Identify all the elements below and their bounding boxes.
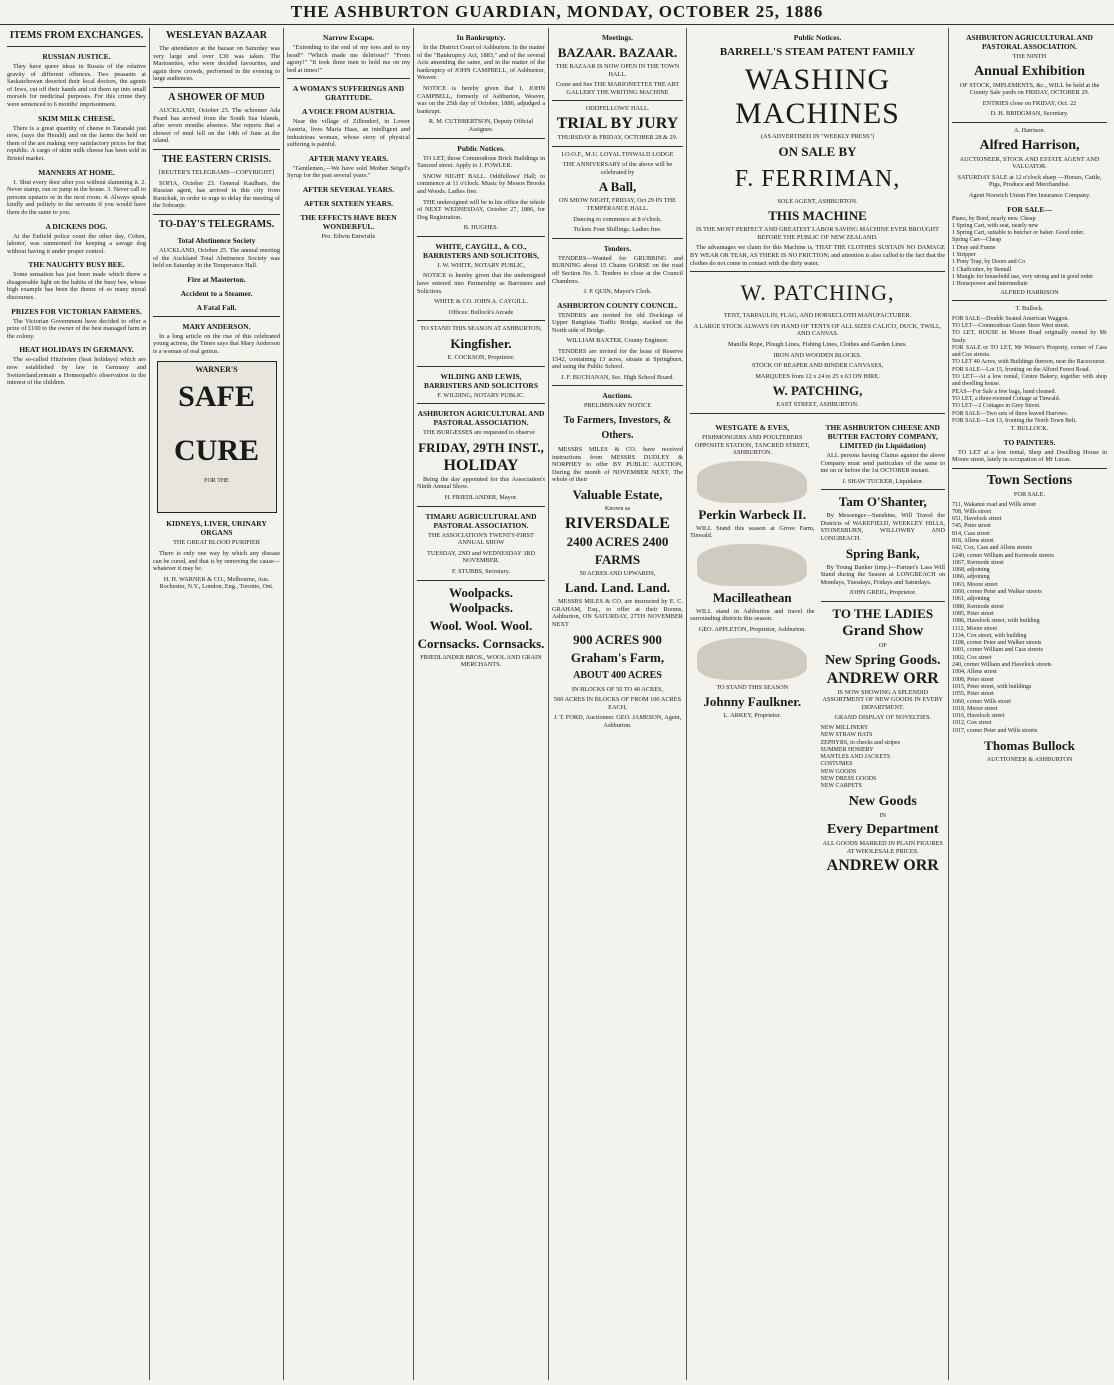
list-item: 1018, Moore street (952, 705, 998, 712)
bullock-subheading: T. Bullock. (1015, 305, 1044, 313)
council-name: ASHBURTON COUNTY COUNCIL. (557, 300, 678, 310)
article-text: In a long article on the rise of this celebrated young actress, the Times says that Mary Anderson is a woman of real genius. (153, 332, 280, 355)
list-item: 708, Wills street (952, 508, 992, 515)
divider (690, 271, 945, 272)
list-item: COSTUMES (820, 761, 853, 768)
list-item: SUMMER HOSIERY (820, 746, 874, 753)
entries-text: ENTRIES close on FRIDAY, Oct. 22 (982, 99, 1077, 107)
article-title: A DICKENS DOG. (45, 221, 108, 231)
list-item: NEW MILLINERY (820, 725, 869, 731)
macil-signature: GEO. APPLETON, Proprietor, Ashburton. (698, 626, 806, 634)
list-item: NEW DRESS GOODS (820, 776, 877, 783)
for-sale-heading: FOR SALE— (1007, 204, 1052, 214)
advert-for: FOR THE (204, 478, 229, 485)
divider (417, 320, 545, 321)
acres-heading-2: 900 ACRES 900 (573, 631, 662, 647)
divider (417, 236, 545, 237)
insurance-agent: Agent Norwich Union Fire Insurance Company. (968, 191, 1091, 199)
divider (952, 122, 1107, 123)
divider (952, 300, 1107, 301)
firm-notary: F. WILDING, NOTARY PUBLIC. (437, 391, 525, 399)
harrison-heading: Alfred Harrison, (979, 137, 1080, 153)
divider (952, 468, 1107, 469)
for-sale-label: FOR SALE. (1013, 490, 1046, 498)
ball-text-2: Dancing to commence at 8 o'clock. (573, 215, 662, 223)
notice-text: NOTICE is hereby given that the undersigned have entered into Partnership as Barristers and Solicitors. (417, 272, 545, 295)
article-title: RUSSIAN JUSTICE. (42, 52, 111, 61)
list-item: 1 Horsepower and Intermediate (952, 281, 1028, 288)
stud-heading: TO STAND THIS SEASON AT ASHBURTON, (420, 325, 542, 333)
article-text: 1. Shut every door after you without slamming it. 2. Never stamp, run or jump in the house. 3. Never call to persons upstairs or in the next room. 4. Always speak kindly and politely to the servants if you would have them do the same to you. (7, 178, 146, 216)
article-title: HEAT HOLIDAYS IN GERMANY. (19, 345, 134, 355)
list-item: 1086, Havelock street, with building (952, 618, 1040, 625)
divider (417, 138, 545, 139)
patching-heading-2: W. PATCHING, (772, 383, 863, 399)
article-text: They have queer ideas in Russia of the relative gravity of different offences. Two peasants at Saskatchewan deserted their local doctors, the agents of Jews, cut off their hands and cut them up into small morsels for medicinal purposes. For this crime they were sentenced to 6 months' imprisonment. (7, 63, 146, 108)
riversdale-heading: RIVERSDALE (565, 514, 670, 532)
exhibition-text: OF STOCK, IMPLEMENTS, &c., WILL be held at the County Sale yards on FRIDAY, OCTOBER 29. (959, 81, 1100, 97)
holiday-heading: HOLIDAY (443, 456, 519, 474)
notice-signature: D. H. BRIDGMAN, Secretary. (990, 110, 1069, 118)
divider (552, 100, 683, 101)
list-item: 1060, corner Peter and Walker streets (952, 589, 1042, 596)
trial-heading: TRIAL BY JURY (556, 114, 679, 132)
list-item: 1015, Peter street, with buildings (952, 683, 1032, 690)
blocks-text: IN BLOCKS OF 50 TO 40 ACRES, (571, 685, 664, 693)
on-sale-by: ON SALE BY (778, 143, 857, 159)
article-title: SKIM MILK CHEESE. (38, 113, 115, 123)
advertised-note: (AS ADVERTISED IN "WEEKLY PRESS") (760, 133, 875, 140)
holiday-date: FRIDAY, 29TH INST., (418, 439, 544, 455)
of-word: OF (878, 642, 887, 650)
washing-machines-heading: WASHING MACHINES (735, 63, 900, 130)
estate-heading: Valuable Estate, (572, 487, 663, 502)
list-item: 1063, Moore street (952, 581, 998, 588)
johnny-signature: L. ARKEY, Proprietor. (723, 712, 781, 720)
notice-text: TENDERS are invited for the lease of Reserve 1542, containing 13 acres, situate at Springburn, and using the Public School. (552, 348, 683, 371)
show-title: THE ASSOCIATION'S TWENTY-FIRST ANNUAL SHOW (428, 531, 534, 547)
article-title: TO-DAY'S TELEGRAMS. (158, 218, 275, 230)
cornsacks-heading: Cornsacks. Cornsacks. (417, 635, 545, 651)
list-item: FOR SALE—Double Seated American Waggon. (952, 315, 1069, 322)
list-item: FOR SALE—Two sets of three leaved Harrows. (952, 410, 1069, 417)
divider (7, 46, 146, 47)
orr-heading-2: ANDREW ORR (826, 857, 939, 875)
list-item: PEAS—For Sale a few bags, hand cleaned. (952, 388, 1056, 395)
article-text: AUCKLAND, October 25. The schooner Ada Peard has arrived from the South Sea Islands, after seven months absence. She reports that a shower of mud fell on the 14th of June at the island. (153, 106, 280, 145)
article-text: Near the village of Zillendorf, in Lower Austria, lives Maria Haas, an intelligent and industrious woman, whose story of physical suffering is painful. (287, 118, 410, 149)
machine-heading: THIS MACHINE (768, 208, 867, 224)
list-item: 1017, corner Peter and Wills streets (952, 727, 1038, 734)
notice-text: THE BURGESSES are requested to observe (423, 429, 536, 437)
column-7 (949, 28, 1110, 1380)
article-text: There is a great quantity of cheese to Taranaki just now, (says the Herald) and on the farms the held on them of the are making very satisfactory prices for that republic. A cargo of skim milk cheese has been sold in Bristol market. (7, 124, 146, 162)
about-acres: ABOUT 400 ACRES (573, 669, 662, 681)
list-item: 651, Havelock street (952, 516, 1002, 523)
list-item: 1001, corner William and Cass streets (952, 647, 1043, 654)
column-4 (414, 28, 549, 1380)
bullock-final-2: AUCTIONEER & ASHBURTON (986, 756, 1073, 764)
list-item: 1080, Kermode street (952, 603, 1004, 610)
westgate-text: FISHMONGERS AND POULTERERS OPPOSITE STATION, TANCRED STREET, ASHBURTON. (694, 433, 810, 457)
divider (153, 149, 280, 150)
painters-heading: TO PAINTERS. (1003, 437, 1056, 447)
hall-name: ODDFELLOWS' HALL. (585, 105, 650, 113)
notice-signature: F. STUBBS, Secretary. (451, 567, 511, 575)
sale-list (952, 216, 1107, 289)
article-title: THE NAUGHTY BUSY BEE. (28, 260, 125, 270)
list-item: FOR SALE—Lot 15, fronting on the Alford Forest Road. (952, 366, 1090, 373)
divider (417, 580, 545, 581)
patching-reaper: STOCK OF REAPER AND BINDER CANVASES, (751, 362, 884, 370)
column-5 (549, 28, 687, 1380)
plain-figures: ALL GOODS MARKED IN PLAIN FIGURES AT WHOLESALE PRICES. (822, 840, 943, 855)
grand-show: Grand Show (842, 623, 924, 640)
divider (821, 601, 946, 602)
divider (690, 413, 945, 414)
spring-signature: JOHN GREIG, Proprietor. (849, 589, 917, 597)
johnny-subheading: TO STAND THIS SEASON (716, 683, 789, 691)
farms-size: 50 ACRES AND UPWARDS, (579, 569, 656, 577)
column-2 (150, 28, 284, 1380)
association-name: ASHBURTON AGRICULTURAL AND PASTORAL ASSOCIATION. (417, 409, 545, 428)
article-subtitle: AFTER SEVERAL YEARS. (302, 184, 395, 194)
wool-heading: Wool. Wool. Wool. (429, 617, 533, 633)
land-heading: Land. Land. Land. (564, 580, 671, 596)
list-item: NEW STRAW HATS (820, 732, 873, 739)
goods-list (821, 725, 946, 791)
ball-heading: A Ball, (598, 179, 637, 195)
notice-text: In the District Court of Ashburton. In the matter of the "Bankruptcy Act, 1883," and of the several Acts amending the same, and in the matter of the bankruptcy of JOHN CAMPBELL, of Ashburton, Weaver. (417, 44, 545, 82)
divider (417, 506, 545, 507)
column-1 (4, 28, 150, 1380)
ninth-label: THE NINTH (1012, 53, 1047, 60)
firm-notary: J. W. WHITE, NOTARY PUBLIC, (436, 261, 525, 269)
notice-signature: H. FRIEDLANDER, Mayor. (444, 494, 518, 501)
lodge-name: I.O.O.F., M.U. LOYAL TINWALD LODGE (561, 150, 674, 158)
sole-agent: SOLE AGENT, ASHBURTON. (777, 197, 858, 205)
cheese-heading: THE ASHBURTON CHEESE AND BUTTER FACTORY COMPANY, LIMITED (in Liquidation) (825, 422, 940, 450)
association-name: TIMARU AGRICULTURAL AND PASTORAL ASSOCIATION. (425, 511, 537, 530)
list-item: 1108, corner Peter and Walker streets (952, 640, 1042, 647)
article-title: A SHOWER OF MUD (168, 91, 265, 103)
ball-text-3: Tickets Four Shillings. Ladies free. (573, 226, 662, 234)
column-6 (687, 28, 949, 1380)
article-text: AUCKLAND, October 25. The annual meeting of the Auckland Total Abstinence Society was held on Saturday in the Temperance Hall. (153, 246, 280, 270)
bullock-final: Thomas Bullock (984, 738, 1075, 754)
notice-text: SNOW NIGHT BALL. Oddfellows' Hall; to commence at 11 o'clock. Music by Messrs Brooks and Woods. Ladies free. (417, 172, 545, 195)
list-item: 1055, Peter street (952, 691, 994, 698)
bazaar-heading: BAZAAR. BAZAAR. (557, 45, 678, 60)
section-heading: Auctions. (602, 391, 633, 401)
cheese-signature: J. SHAW TUCKER, Liquidator. (842, 477, 924, 485)
article-text: The so-called Hitzferien (heat holidays) which are now established by law in Germany and Switzerland,remain a Homeopath's observation in the interest of the children. (7, 356, 146, 387)
list-item: 1 Spring Cart, with seat, nearly new (952, 222, 1039, 229)
article-subtitle: AFTER SIXTEEN YEARS. (303, 198, 394, 208)
notice-text: TO LET, those Commodious Brick Buildings in Tancred street. Apply to J. FOWLER. (417, 154, 545, 170)
known-as: Known as (604, 505, 631, 512)
list-item: 1240, corner William and Kermode streets (952, 552, 1054, 559)
columns (4, 28, 1110, 1380)
list-item: 1085, Peter street (952, 610, 994, 617)
orr-text: IS NOW SHOWING A SPLENDID ASSORTMENT OF NEW GOODS IN EVERY DEPARTMENT. (822, 688, 944, 711)
article-subtitle: A Fatal Fall. (196, 302, 237, 312)
advert-tagline-2: THE GREAT BLOOD PURIFIER (173, 539, 260, 547)
divider (821, 489, 946, 490)
patching-iron: IRON AND WOODEN BLOCKS. (773, 351, 862, 359)
list-item: 1067, Kermode street (952, 559, 1004, 566)
section-heading: Public Notices. (457, 143, 505, 153)
right-subcolumn (821, 418, 946, 877)
article-text: At the Enfield police court the other day, Cohen, laborer, was summoned for keeping a savage dog without having it under proper control. (7, 232, 146, 255)
perkin-text: WILL Stand this season at Grove Farm, Tinwald. (690, 524, 815, 540)
saturday-sale: SATURDAY SALE at 12 o'clock sharp —Horses, Cattle, Pigs, Produce and Merchandise. (957, 173, 1102, 189)
grahams-heading: Graham's Farm, (570, 649, 665, 665)
article-subtitle: AFTER MANY YEARS. (308, 153, 389, 163)
article-text: The attendance at the bazaar on Saturday was very large and over £30 was taken. The Marionettes, who were decided favourites, and again drew crowds, performed in the evening to large audiences. (153, 45, 280, 83)
advert-safe: SAFE (178, 380, 255, 414)
left-subcolumn (690, 418, 815, 877)
article-text: The Victorian Government have decided to offer a prize of £100 to the owner of the best managed farm in the colony. (7, 317, 146, 340)
exhibition-heading: Annual Exhibition (974, 63, 1085, 79)
article-signature: Pro. Edwin Entwistle (321, 232, 376, 240)
column-heading: ITEMS FROM EXCHANGES. (9, 30, 144, 41)
article-subtitle: Accident to a Steamer. (180, 288, 253, 298)
divider (417, 403, 545, 404)
column-3 (284, 28, 414, 1380)
advert-cure: CURE (173, 434, 259, 468)
list-item: 1002, Cox street (952, 654, 992, 661)
article-title: MANNERS AT HOME. (38, 167, 115, 177)
article-title: MARY ANDERSON. (182, 321, 251, 331)
bazaar-text-2: Come and See THE MARIONETTES THE ART GALLERY THE WRITING MACHINE (555, 81, 680, 96)
list-item: 1016, Havelock street (952, 713, 1005, 720)
ladies-heading: TO THE LADIES (832, 606, 934, 622)
bullock-list (952, 316, 1107, 425)
woolpacks-heading: Woolpacks. Woolpacks. (449, 584, 513, 615)
machine-text-2: The advantages we claim for this Machine is, THAT THE CLOTHES SUSTAIN NO DAMAGE BY WEAR OR TEAR, AS THERE IS NO FRICTION; and attention is also called to the fact that the clothes do not come in contact with the dirty water. (690, 244, 945, 267)
list-item: TO LET—Commodious Grain Store West street. (952, 322, 1070, 329)
blocks-text-2: 500 ACRES IN BLOCKS OF FROM 100 ACRES EACH, (553, 696, 682, 711)
prelim-notice: PRELIMINARY NOTICE (583, 402, 652, 410)
notice-signature: WILLIAM BAXTER, County Engineer. (566, 337, 669, 345)
list-item: TO LET, HOUSE in Moore Road originally owned by Mr Sealy. (952, 330, 1107, 344)
article-tag: [REUTER'S TELEGRAMS—COPYRIGHT] (159, 168, 274, 176)
notice-office: Offices: Bullock's Arcade (448, 308, 514, 316)
association-heading: ASHBURTON AGRICULTURAL AND PASTORAL ASSOCIATION. (966, 33, 1093, 51)
divider (287, 78, 410, 79)
notice-text: MESSRS MILES & CO. are instructed by E. C. GRAHAM, Esq., to offer at their Rooms, Ashburton, ON SATURDAY, 27TH NOVEMBER NEXT (552, 598, 683, 628)
firm-name: WILDING AND LEWIS, BARRISTERS AND SOLICITORS (423, 371, 539, 390)
sections-heading: Town Sections (986, 472, 1073, 488)
macil-heading: Macilleathean (712, 589, 792, 605)
notice-signature: FRIEDLANDER BROS., WOOL AND GRAIN MERCHANTS. (420, 653, 542, 669)
list-item: 1012, Cox street (952, 720, 992, 727)
article-text: SOFIA, October 23. General Kaulbars, the Russian agent, has arrived in this city from Rustchuk, in order to urge to delay the meeting of the Sobranje. (153, 179, 280, 210)
ferriman-heading: F. FERRIMAN, (734, 165, 901, 192)
notice-signature: E. COCKSON, Proprietor. (447, 354, 515, 362)
two-col-row (690, 418, 945, 877)
list-item: TO LET—At a low rental, Centre Bakery, together with shop and dwelling house. (952, 374, 1107, 388)
article-title: PRIZES FOR VICTORIAN FARMERS. (11, 306, 142, 316)
divider (552, 385, 683, 386)
perkin-heading: Perkin Warbeck II. (698, 506, 807, 522)
section-heading: Tenders. (603, 243, 632, 253)
in-word: IN (879, 811, 887, 819)
machine-text: IS THE MOST PERFECT AND GREATEST LABOR SAVING MACHINE EVER BROUGHT BEFORE THE PUBLIC OF NEW ZEALAND. (696, 226, 939, 241)
list-item: TO LET—2 Cottages in Grey Street. (952, 403, 1041, 410)
tam-heading: Tam O'Shanter, (838, 494, 927, 510)
lots-list (952, 502, 1107, 736)
list-item: NEW GOODS (820, 768, 857, 775)
list-item: 1 Spring Cart, suitable to butcher or baker. Good order. (952, 230, 1085, 237)
notice-text: MESSRS MILES & CO. have received instructions from MESSRS DUDLEY & NORPHEY to offer BY PUBLIC AUCTION, During the month of NOVEMBER NEXT, The whole of their (552, 446, 683, 484)
section-heading: In Bankruptcy. (456, 33, 506, 42)
list-item: 818, Allens street (952, 538, 994, 544)
list-item: 1061, adjoining (952, 596, 990, 603)
orr-heading: ANDREW ORR (826, 669, 939, 687)
list-item: 240, corner William and Havelock streets (952, 662, 1052, 669)
harrison-trade: AUCTIONEER, STOCK AND ESTATE AGENT AND VALUATOR. (959, 155, 1100, 171)
list-item: 1 Dray and Frame (952, 244, 996, 251)
notice-signature: J. F. BUCHANAN, Sec. High School Board. (560, 373, 674, 381)
advert-text: There is only one way by which any disease can be cured, and that is by removing the cause—whatever it may be. (153, 550, 280, 573)
list-item: 1068, adjoining (952, 567, 990, 574)
advert-tagline: KIDNEYS, LIVER, URINARY ORGANS (166, 519, 267, 538)
cheese-text: ALL persons having Claims against the above Company must send particulars of the same to me on or before the 1st OCTOBER instant. (820, 451, 945, 475)
horse-illustration (697, 461, 807, 503)
list-item: 1 Stripper (952, 252, 976, 259)
list-item: 1112, Moore street (952, 625, 998, 632)
patching-heading: W. PATCHING, (740, 280, 895, 306)
list-item: 1 Chaffcutter, by Bentall (952, 266, 1012, 273)
farmers-heading: To Farmers, Investors, & Others. (563, 415, 672, 442)
section-heading: Public Notices. (793, 33, 842, 42)
notice-text: THE undersigned will be in his office the whole of NEXT WEDNESDAY, October 27, 1886, for Dog Registration. (417, 198, 545, 221)
divider (552, 238, 683, 239)
notice-signature: WHITE & CO. JOHN A. CAYGILL. (434, 298, 528, 306)
divider (153, 316, 280, 317)
notice-signature: R. M. CUTHBERTSON, Deputy Official Assignee. (428, 118, 534, 133)
list-item: FOR SALE or TO LET, Mr Winser's Property, corner of Cass and Cox streets. (952, 344, 1107, 359)
list-item: MANTLES AND JACKETS (820, 754, 891, 761)
article-text: "Gentlemen,—We have sold Mother Seigel's Syrup for the past several years." (287, 164, 410, 180)
barrell-heading: BARRELL'S STEAM PATENT FAMILY (719, 46, 916, 58)
macil-text: WILL stand in Ashburton and travel the surrounding districts this season. (690, 607, 815, 623)
list-item: 1134, Cox street, with building (952, 632, 1027, 639)
list-item: Piano, by Bord, nearly new. Cheap (952, 215, 1036, 222)
trial-dates: THURSDAY & FRIDAY, OCTOBER 28 & 29. (557, 133, 678, 141)
patching-stock: A LARGE STOCK ALWAYS ON HAND OF TENTS OF ALL SIZES CALICO, DUCK, TWILL, AND CANVAS. (693, 322, 942, 338)
harrison-subheading: A. Harrison. (1013, 126, 1046, 134)
spring-text: By Young Banker (imp.)—Farmer's Lass Will Stand during the Season at LONGBEACH on Mondays, Tuesdays, Fridays and Saturdays. (820, 563, 945, 586)
bullock-signature: T. BULLOCK. (1010, 425, 1049, 433)
tam-text: By Messenger—Sunshine, Will Travel the Districts of WAKEFIELD, WEEKLEY HILLS, STONESBURN, WILLOWBY AND LONGBEACH. (820, 512, 945, 543)
firm-name: WHITE, CAYGILL, & CO., BARRISTERS AND SOLICITORS, (423, 241, 539, 260)
show-date: TUESDAY, 2ND and WEDNESDAY 3RD NOVEMBER. (426, 549, 536, 565)
notice-text: TENDERS are invited for old Dockings of Upper Rangitata Traffic Bridge, stacked on the North side of Bridge. (552, 311, 683, 334)
painters-text: TO LET at a low rental, Shop and Dwelling House in Moore street, lately in occupation of Mr Lucas. (952, 448, 1107, 464)
divider (552, 146, 683, 147)
divider (153, 214, 280, 215)
list-item: 814, Cass street (952, 530, 990, 537)
bazaar-text: THE BAZAAR IS NOW OPEN IN THE TOWN HALL. (555, 63, 680, 78)
article-subtitle: THE EFFECTS HAVE BEEN WONDERFUL. (300, 212, 397, 231)
patching-marquees: MARQUEES from 12 x 24 to 25 x 63 ON HIRE. (755, 372, 880, 380)
notice-signature: B. HUGHES. (463, 224, 499, 232)
patching-trade: TENT, TARPAULIN, FLAG, AND HORSECLOTH MANUFACTURER. (723, 312, 912, 320)
list-item: 1066, adjoining (952, 574, 990, 581)
spring-goods: New Spring Goods. (824, 652, 941, 668)
every-department: Every Department (826, 822, 939, 838)
column-heading: WESLEYAN BAZAAR (165, 30, 268, 41)
article-subtitle: Fire at Masterton. (187, 274, 246, 284)
list-item: Spring Cart—Cheap (952, 237, 1002, 244)
divider (417, 366, 545, 367)
ball-text: THE ANNIVERSARY of the above will be celebrated by (562, 161, 673, 176)
list-item: 1004, Allens street (952, 669, 997, 676)
advert-maker: H. H. WARNER & CO., Melbourne, Aus. Rochester, N.Y., London, Eng., Toronto, Ont. (159, 575, 274, 591)
notice-text: Being the day appointed for this Association's Ninth Annual Show. (417, 475, 545, 491)
list-item: TO LET 40 Acres, with Buildings thereon, near the Racecourse. (952, 359, 1106, 366)
horse-illustration (697, 638, 807, 680)
spring-heading: Spring Bank, (845, 545, 920, 561)
new-goods: New Goods (848, 793, 917, 809)
notice-text: TENDERS—Wanted for GRUBBING and BURNING about 15 Chains GORSE on the road off Section No. 5. Tenders to close at the Council Chambers. (552, 254, 683, 285)
section-heading: Meetings. (601, 33, 634, 42)
article-title: THE EASTERN CRISIS. (161, 153, 272, 165)
article-text: Some sensation has just been made which threw a disagreeable light on the habits of the busy bee, whose high example has been the theme of so many moral discourses. (7, 271, 146, 302)
divider (153, 87, 280, 88)
list-item: 1 Pony Trap, by Doors and Co (952, 259, 1026, 266)
list-item: ZEPHYRS, in checks and stripes (820, 739, 900, 746)
list-item: 745, Peter street (952, 523, 991, 530)
notice-text: NOTICE is hereby given that I, JOHN CAMPBELL, formerly of Ashburton, Weaver, was on the 25th day of October, 1886, adjudged a bankrupt. (417, 84, 545, 115)
article-subtitle: Total Abstinence Society (177, 235, 256, 245)
list-item: 1 Mangle for household use, very strong and in good order (952, 273, 1094, 280)
harrison-signature: ALFRED HARRISON (1000, 288, 1059, 296)
masthead: THE ASHBURTON GUARDIAN, MONDAY, OCTOBER 25, 1886 (0, 0, 1114, 25)
acres-heading: 2400 ACRES 2400 (566, 533, 669, 549)
list-item: NEW CARPETS (820, 783, 862, 790)
list-item: 642, Cox, Cass and Allens streets (952, 545, 1033, 552)
article-title: Narrow Escape. (322, 33, 375, 42)
stud-name: Kingfisher. (450, 336, 512, 352)
notice-signature: J. P. QUIN, Mayor's Clerk. (583, 288, 652, 296)
advert-brand: WARNER'S (195, 365, 238, 375)
article-subtitle: A VOICE FROM AUSTRIA. (301, 107, 396, 117)
article-title: A WOMAN'S SUFFERINGS AND GRATITUDE. (292, 84, 405, 103)
patching-address: EAST STREET, ASHBURTON. (776, 401, 859, 409)
list-item: TO LET, a three-roomed Cottage at Tinwald. (952, 395, 1061, 402)
johnny-heading: Johnny Faulkner. (703, 694, 802, 710)
notice-signature: J. T. FORD, Auctioneer. GEO. JAMESON, Agent, Ashburton. (553, 714, 682, 729)
farms-heading: FARMS (594, 551, 641, 567)
novelties-heading: GRAND DISPLAY OF NOVELTIES. (834, 714, 932, 722)
patching-manilla: Manilla Rope, Plough Lines, Fishing Lines, Clothes and Garden Lines. (728, 340, 907, 348)
ball-date: ON SHOW NIGHT, FRIDAY, Oct 29 IN THE TEMPERANCE HALL. (558, 197, 677, 212)
list-item: 1060, corner Wills street (952, 698, 1011, 705)
horse-illustration (697, 544, 807, 586)
article-text: "Extending to the end of my toes and to my head!" "Which made me delirious!" "From agony!" "It took three men to hold me on my bed at times!" (287, 44, 410, 74)
list-item: 711, Wakanui road and Wills street (952, 501, 1036, 508)
list-item: 1008, Peter street (952, 676, 994, 683)
list-item: FOR SALE—Lot 13, fronting the North Town Belt. (952, 417, 1077, 424)
safe-cure-advert (157, 361, 277, 513)
westgate-heading: WESTGATE & EVES, (715, 422, 790, 432)
